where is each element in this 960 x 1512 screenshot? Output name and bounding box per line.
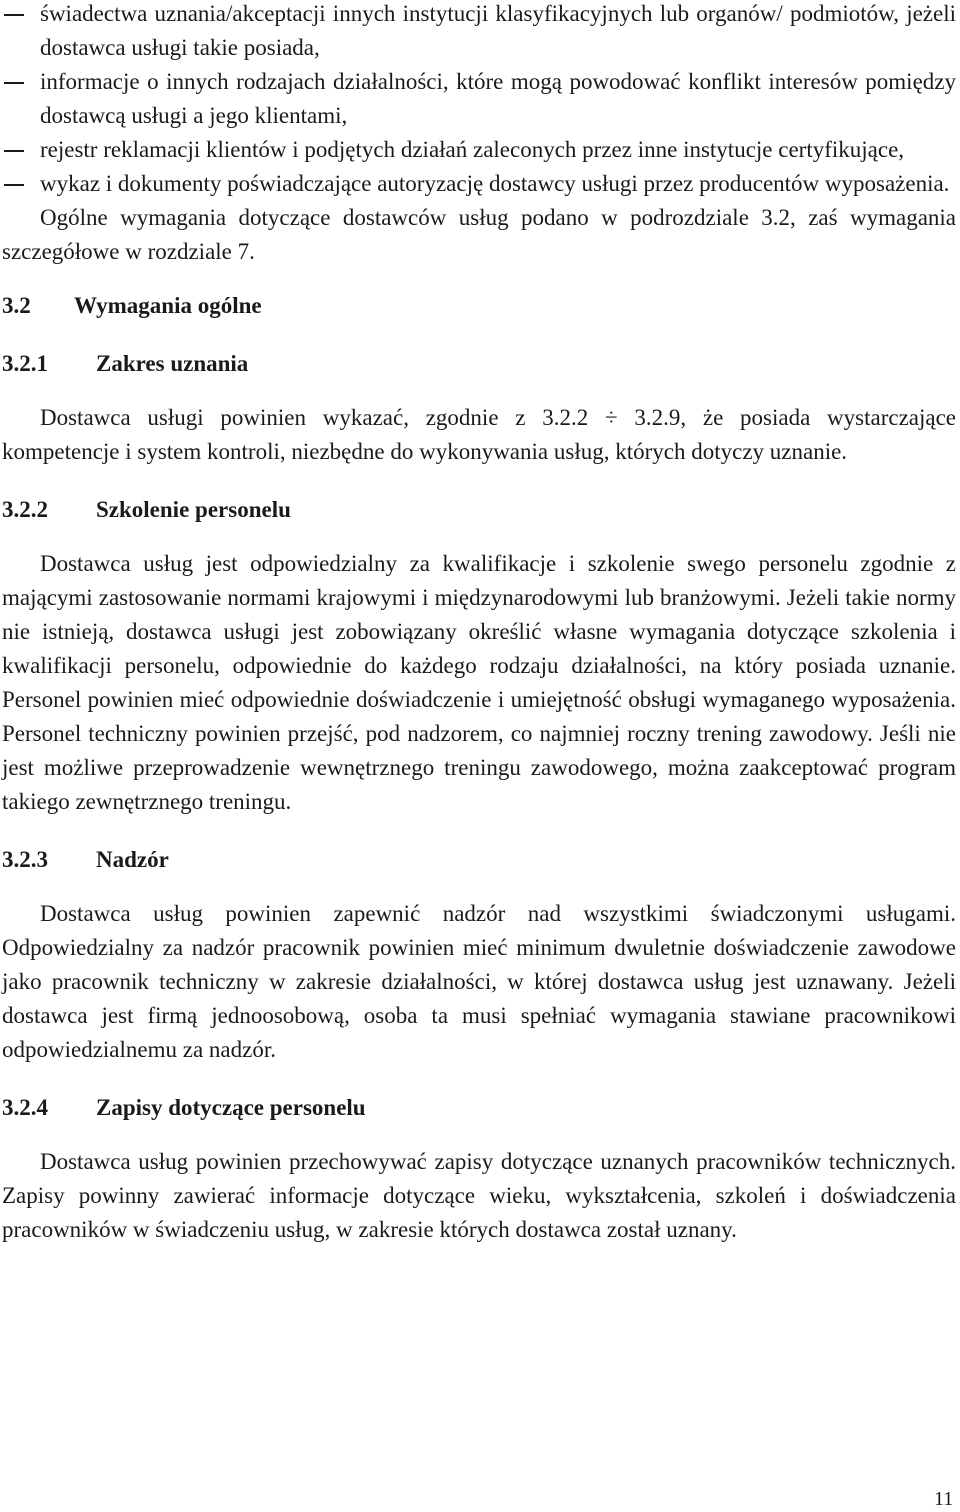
subsection-title: Zakres uznania xyxy=(96,351,249,376)
list-item: rejestr reklamacji klientów i podjętych działań zaleconych przez inne instytucje certyfikujące, xyxy=(40,137,905,162)
section-number: 3.2 xyxy=(2,293,31,318)
subsection-heading xyxy=(2,843,956,877)
subsection-title: Nadzór xyxy=(96,847,169,872)
subsection-heading xyxy=(2,347,956,381)
intro-paragraph: Ogólne wymagania dotyczące dostawców usług podano w podrozdziale 3.2, zaś wymagania szczegółowe w rozdziale 7. xyxy=(2,205,956,264)
page-number: 11 xyxy=(934,1488,954,1510)
subsection-number: 3.2.2 xyxy=(2,497,48,522)
subsection-number: 3.2.1 xyxy=(2,351,48,376)
section-heading xyxy=(2,289,956,323)
subsection-heading xyxy=(2,1091,956,1125)
list-item: informacje o innych rodzajach działalności, które mogą powodować konflikt interesów pomiędzy dostawcą usługi a jego klientami, xyxy=(40,69,956,128)
list-item: wykaz i dokumenty poświadczające autoryzację dostawcy usługi przez producentów wyposażenia. xyxy=(40,171,950,196)
subsection-number: 3.2.3 xyxy=(2,847,48,872)
subsection-paragraph: Dostawca usług jest odpowiedzialny za kwalifikacje i szkolenie swego personelu zgodnie z mającymi zastosowanie normami krajowymi i międzynarodowymi lub branżowymi. Jeżeli takie normy nie istnieją, dostawca usługi jest zobowiązany określić własne wymagania dotyczące szkolenia i kwalifikacji personelu, odpowiednie do każdego rodzaju działalności, na który posiada uznanie. Personel powinien mieć odpowiednie doświadczenie i umiejętność obsługi wymaganego wyposażenia. Personel techniczny powinien przejść, pod nadzorem, co najmniej roczny trening zawodowy. Jeśli nie jest możliwe przeprowadzenie wewnętrznego treningu zawodowego, można zaakceptować program takiego zewnętrznego treningu. xyxy=(2,551,956,814)
list-item: świadectwa uznania/akceptacji innych instytucji klasyfikacyjnych lub organów/ podmiotów, jeżeli dostawca usługi takie posiada, xyxy=(40,1,956,60)
document-page xyxy=(2,0,956,1247)
subsection-title: Szkolenie personelu xyxy=(96,497,291,522)
subsection-paragraph: Dostawca usług powinien zapewnić nadzór nad wszystkimi świadczonymi usługami. Odpowiedzialny za nadzór pracownik powinien mieć minimum dwuletnie doświadczenie zawodowe jako pracownik techniczny w zakresie działalności, w której dostawca usług jest uznawany. Jeżeli dostawca jest firmą jednoosobową, osoba ta musi spełniać wymagania stawiane pracownikowi odpowiedzialnemu za nadzór. xyxy=(2,901,956,1062)
subsection-title: Zapisy dotyczące personelu xyxy=(96,1095,366,1120)
subsection-paragraph: Dostawca usługi powinien wykazać, zgodnie z 3.2.2 ÷ 3.2.9, że posiada wystarczające kompetencje i system kontroli, niezbędne do wykonywania usług, których dotyczy uznanie. xyxy=(2,405,956,464)
section-title: Wymagania ogólne xyxy=(74,293,262,318)
subsection-heading xyxy=(2,493,956,527)
subsection-number: 3.2.4 xyxy=(2,1095,48,1120)
subsection-paragraph: Dostawca usług powinien przechowywać zapisy dotyczące uznanych pracowników technicznych. Zapisy powinny zawierać informacje dotyczące wieku, wykształcenia, szkoleń i doświadczenia pracowników w świadczeniu usług, w zakresie których dostawca został uznany. xyxy=(2,1149,956,1242)
bullet-list xyxy=(2,0,956,201)
